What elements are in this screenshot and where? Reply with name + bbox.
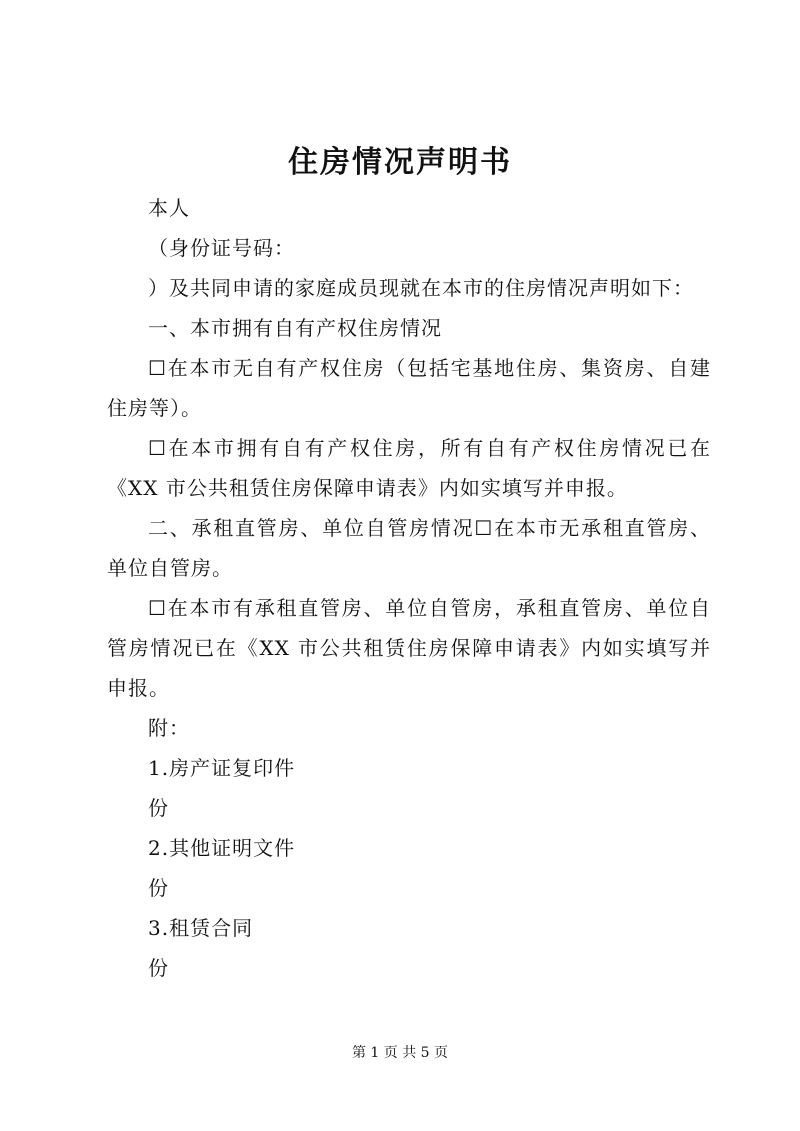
document-body <box>107 188 711 988</box>
attachments-heading: 附： <box>148 716 190 740</box>
paragraph-id-number: （身份证号码： <box>148 236 295 260</box>
paragraph-declaration-intro: ）及共同申请的家庭成员现就在本市的住房情况声明如下： <box>148 276 694 300</box>
document-title: 住房情况声明书 <box>288 145 512 180</box>
checkbox-option-has-owned-housing: ☐在本市拥有自有产权住房，所有自有产权住房情况已在《XX 市公共租赁住房保障申请表》内如实填写并申报。 <box>107 436 711 500</box>
attachment-count: 份 <box>148 876 169 900</box>
attachment-item-other-documents: 2.其他证明文件 <box>148 836 296 860</box>
attachment-count: 份 <box>148 956 169 980</box>
attachment-item-property-certificate: 1.房产证复印件 <box>148 756 296 780</box>
section-heading-rented-housing: 二、承租直管房、单位自管房情况☐在本市无承租直管房、单位自管房。 <box>107 516 711 580</box>
checkbox-option-has-rented-housing: ☐在本市有承租直管房、单位自管房，承租直管房、单位自管房情况已在《XX 市公共租赁住房保障申请表》内如实填写并申报。 <box>107 596 711 700</box>
attachment-count: 份 <box>148 796 169 820</box>
attachment-item-lease-contract: 3.租赁合同 <box>148 916 254 940</box>
page-number-footer: 第 1 页 共 5 页 <box>351 1045 449 1061</box>
section-heading-owned-housing: 一、本市拥有自有产权住房情况 <box>148 316 442 340</box>
paragraph-declarant: 本人 <box>148 196 190 220</box>
checkbox-option-no-owned-housing: ☐在本市无自有产权住房（包括宅基地住房、集资房、自建住房等）。 <box>107 356 711 420</box>
